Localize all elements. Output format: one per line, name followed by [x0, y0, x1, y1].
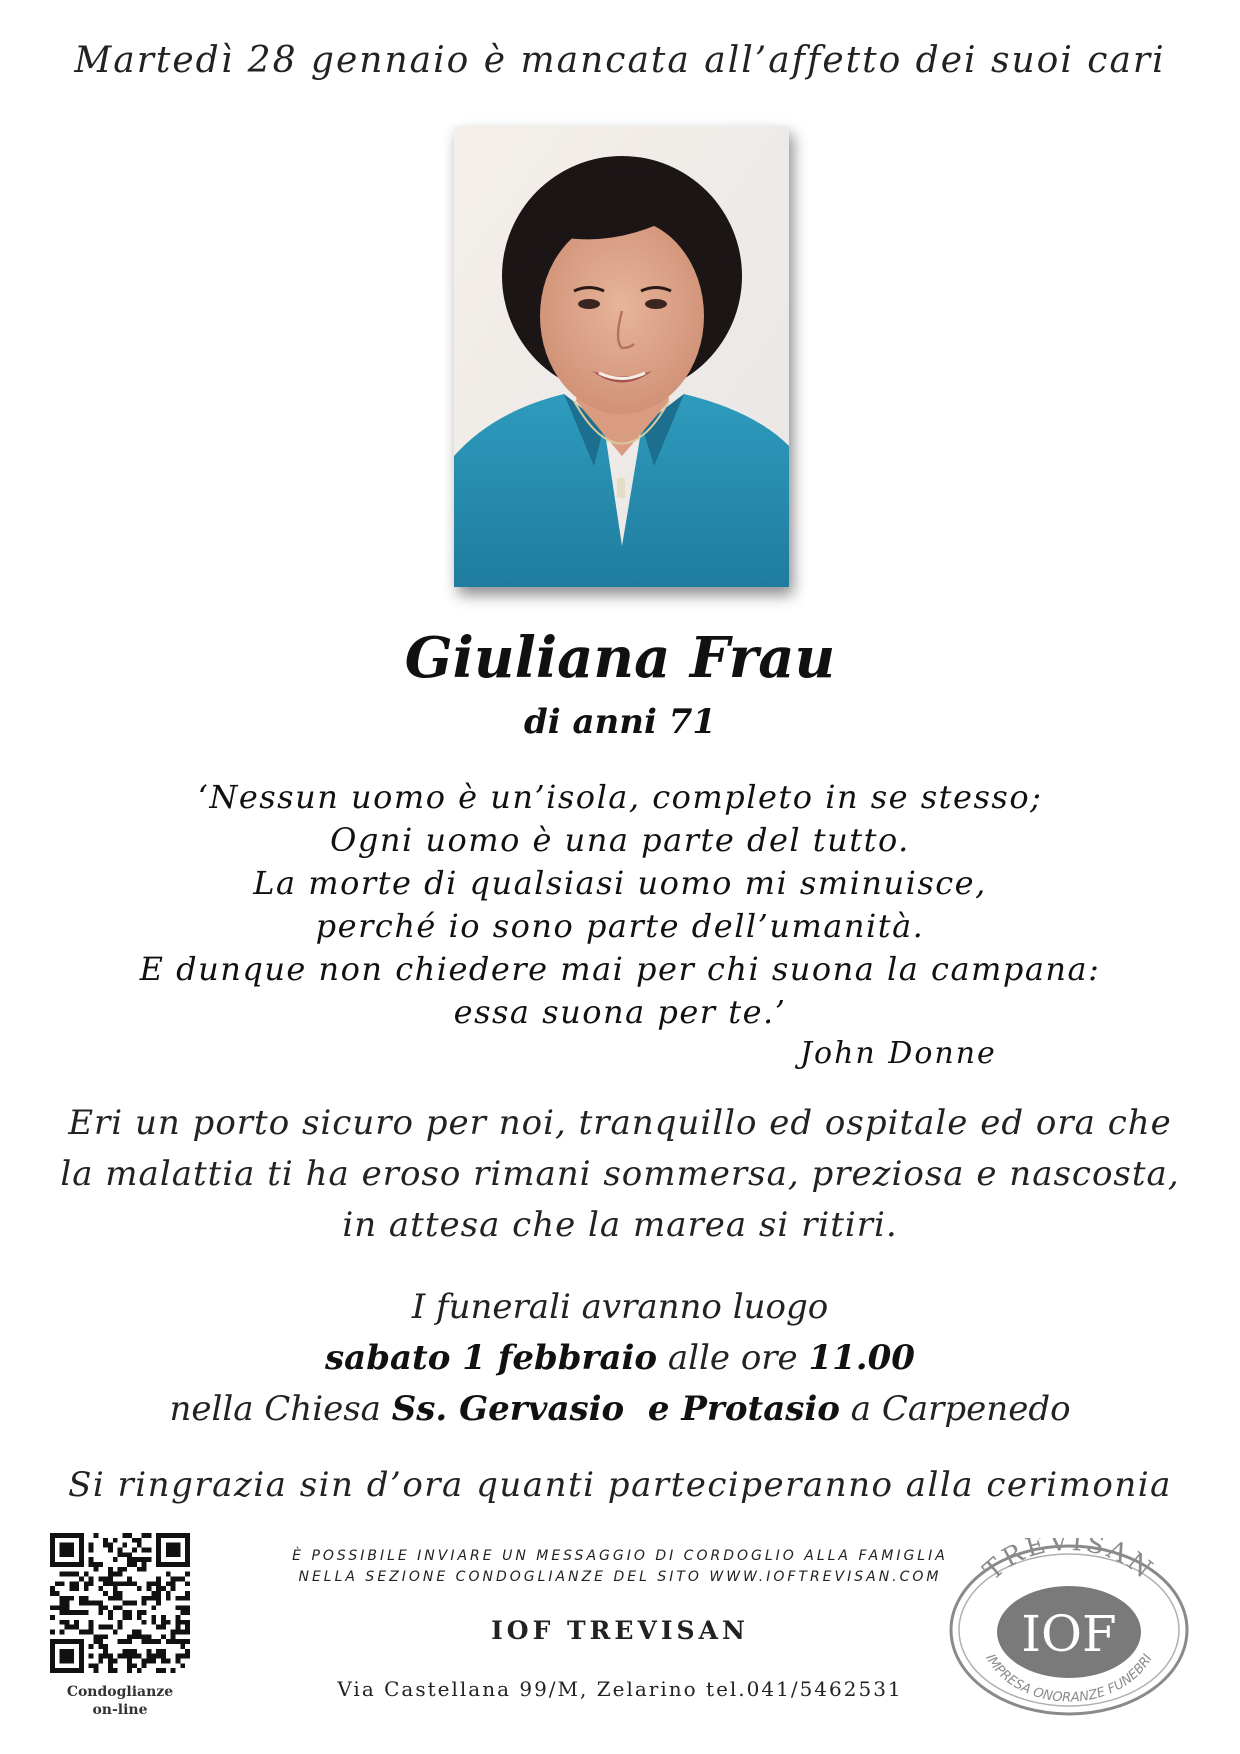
- logo-bottom-text: IMPRESA ONORANZE FUNEBRI: [982, 1651, 1156, 1706]
- quote-line: La morte di qualsiasi uomo mi sminuisce,: [253, 864, 987, 902]
- company-address: Via Castellana 99/M, Zelarino tel.041/5462531: [337, 1677, 903, 1701]
- logo-top-text: TREVISAN: [977, 1538, 1160, 1587]
- quote-line: essa suona per te.’: [453, 993, 787, 1031]
- funeral-intro: I funerali avranno luogo: [411, 1287, 829, 1327]
- iof-logo: [944, 1538, 1194, 1718]
- svg-text:TREVISAN: [978, 1538, 1160, 1586]
- funeral-time: 11.00: [808, 1338, 915, 1378]
- intro-text: Martedì 28 gennaio è mancata all’affetto dei suoi cari: [74, 40, 1166, 81]
- dedication-line: in attesa che la marea si ritiri.: [342, 1205, 898, 1245]
- funeral-info: [0, 1282, 1240, 1435]
- funeral-time-prefix: alle ore: [667, 1338, 798, 1378]
- funeral-church: Ss. Gervasio e Protasio: [391, 1389, 840, 1429]
- quote-line: perché io sono parte dell’umanità.: [315, 907, 925, 945]
- logo-center-text: IOF: [1021, 1605, 1117, 1663]
- deceased-name: Giuliana Frau: [404, 625, 836, 691]
- dedication-block: [0, 1098, 1240, 1251]
- quote-block: [0, 776, 1240, 1034]
- quote-author: John Donne: [800, 1036, 997, 1071]
- funeral-datetime: [0, 1333, 1240, 1384]
- thanks-text: Si ringrazia sin d’ora quanti parteciperanno alla cerimonia: [68, 1465, 1172, 1505]
- portrait-photo-icon: [454, 126, 789, 587]
- dedication-line: Eri un porto sicuro per noi, tranquillo ed ospitale ed ora che: [68, 1103, 1172, 1143]
- quote-line: Ogni uomo è una parte del tutto.: [330, 821, 910, 859]
- quote-line: E dunque non chiedere mai per chi suona la campana:: [139, 950, 1101, 988]
- qr-caption-line: on-line: [92, 1702, 148, 1718]
- funeral-place-prefix: nella Chiesa: [169, 1389, 381, 1429]
- funeral-place: [0, 1384, 1240, 1435]
- condolence-line: È POSSIBILE INVIARE UN MESSAGGIO DI CORDOGLIO ALLA FAMIGLIA: [292, 1548, 948, 1564]
- funeral-date: sabato 1 febbraio: [325, 1338, 658, 1378]
- qr-caption-line: Condoglianze: [66, 1684, 174, 1700]
- deceased-age: di anni 71: [523, 702, 717, 742]
- funeral-place-suffix: a Carpenedo: [850, 1389, 1071, 1429]
- condolence-line: NELLA SEZIONE CONDOGLIANZE DEL SITO WWW.IOFTREVISAN.COM: [298, 1569, 942, 1585]
- dedication-line: la malattia ti ha eroso rimani sommersa, preziosa e nascosta,: [60, 1154, 1180, 1194]
- company-name: IOF TREVISAN: [491, 1616, 749, 1645]
- quote-line: ‘Nessun uomo è un’isola, completo in se stesso;: [197, 778, 1043, 816]
